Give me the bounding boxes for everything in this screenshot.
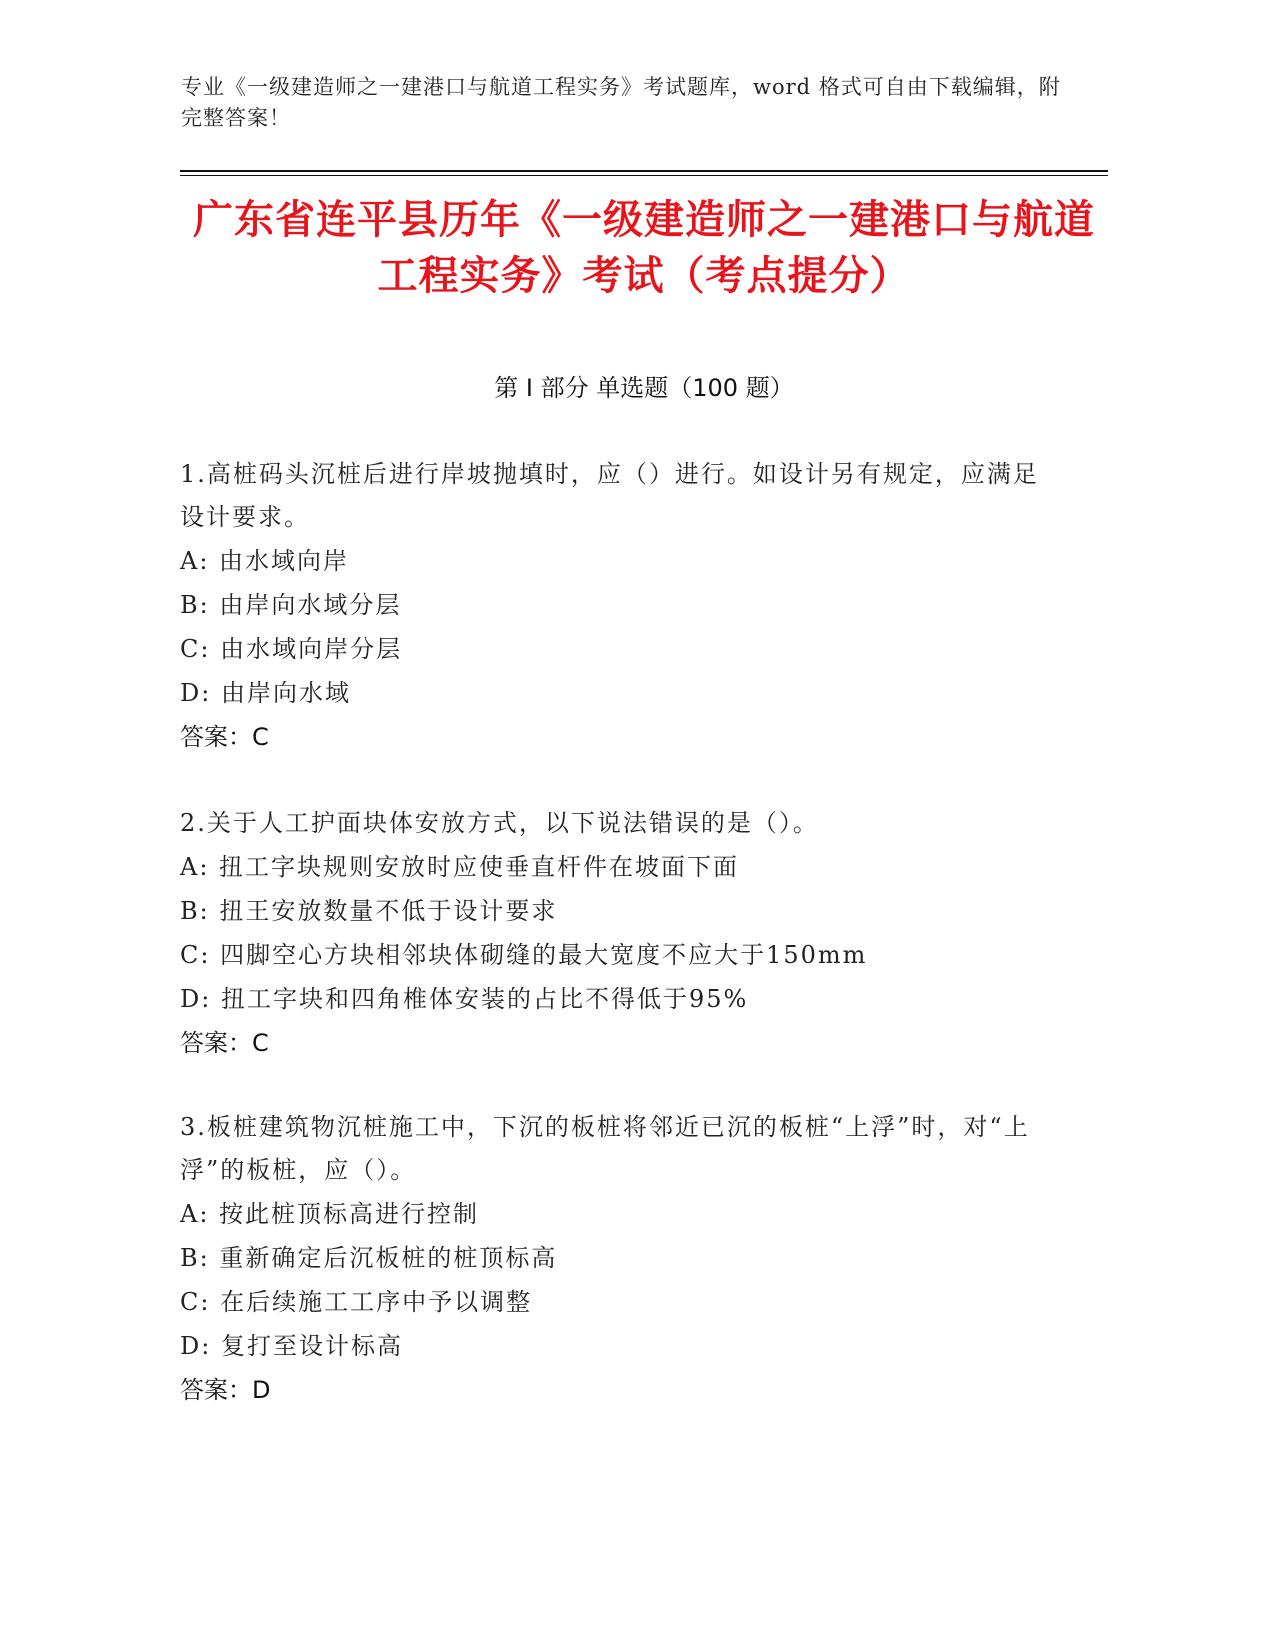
question-option-c: C: 在后续施工工序中予以调整 <box>180 1288 533 1316</box>
section-title: 第 I 部分 单选题（100 题） <box>494 374 794 402</box>
question-1 <box>180 453 1060 759</box>
question-answer: 答案：D <box>180 1376 271 1404</box>
question-option-d: D: 复打至设计标高 <box>180 1332 403 1360</box>
header-divider-thin <box>180 175 1108 176</box>
question-option-d: D: 由岸向水域 <box>180 679 351 707</box>
document-title: 广东省连平县历年《一级建造师之一建港口与航道工程实务》考试（考点提分） <box>193 197 1095 299</box>
question-option-a: A: 由水域向岸 <box>180 547 350 575</box>
question-answer: 答案：C <box>180 723 269 751</box>
question-option-c: C: 由水域向岸分层 <box>180 635 403 663</box>
question-stem: 3.板桩建筑物沉桩施工中，下沉的板桩将邻近已沉的板桩“上浮”时，对“上浮”的板桩，应（）。 <box>180 1113 1030 1184</box>
question-3 <box>180 1106 1060 1412</box>
question-answer: 答案：C <box>180 1029 269 1057</box>
header-note: 专业《一级建造师之一建港口与航道工程实务》考试题库，word 格式可自由下载编辑，附完整答案！ <box>181 75 1061 130</box>
question-stem: 1.高桩码头沉桩后进行岸坡抛填时，应（）进行。如设计另有规定，应满足设计要求。 <box>180 460 1039 531</box>
question-option-b: B: 由岸向水域分层 <box>180 591 402 619</box>
question-option-d: D: 扭工字块和四角椎体安装的占比不得低于95% <box>180 985 749 1013</box>
question-option-b: B: 扭王安放数量不低于设计要求 <box>180 897 558 925</box>
question-option-a: A: 按此桩顶标高进行控制 <box>180 1200 480 1228</box>
question-option-b: B: 重新确定后沉板桩的桩顶标高 <box>180 1244 558 1272</box>
header-divider-thick <box>180 170 1108 172</box>
question-option-a: A: 扭工字块规则安放时应使垂直杆件在坡面下面 <box>180 853 740 881</box>
question-2 <box>180 802 1060 1065</box>
question-option-c: C: 四脚空心方块相邻块体砌缝的最大宽度不应大于150mm <box>180 941 868 969</box>
question-stem: 2.关于人工护面块体安放方式，以下说法错误的是（）。 <box>180 809 819 837</box>
